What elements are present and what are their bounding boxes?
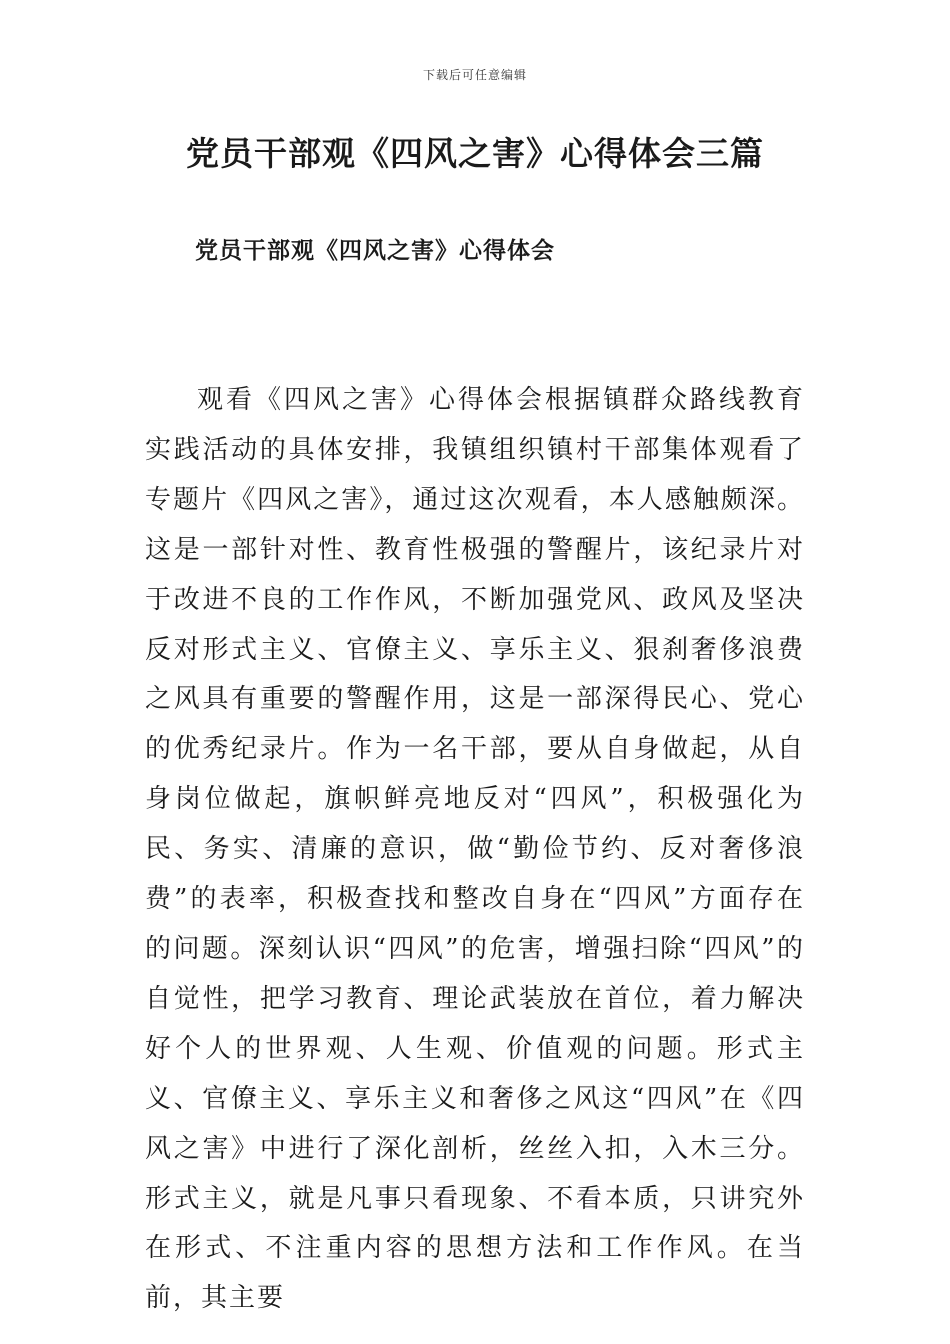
body-paragraph: 观看《四风之害》心得体会根据镇群众路线教育实践活动的具体安排，我镇组织镇村干部集体观看了专题片《四风之害》，通过这次观看，本人感触颇深。这是一部针对性、教育性极强的警醒片，该纪录片对于改进不良的工作作风，不断加强党风、政风及坚决反对形式主义、官僚主义、享乐主义、狠刹奢侈浪费之风具有重要的警醒作用，这是一部深得民心、党心的优秀纪录片。作为一名干部，要从自身做起，从自身岗位做起，旗帜鲜亮地反对“四风”，积极强化为民、务实、清廉的意识，做“勤俭节约、反对奢侈浪费”的表率，积极查找和整改自身在“四风”方面存在的问题。深刻认识“四风”的危害，增强扫除“四风”的自觉性，把学习教育、理论武装放在首位，着力解决好个人的世界观、人生观、价值观的问题。形式主义、官僚主义、享乐主义和奢侈之风这“四风”在《四风之害》中进行了深化剖析，丝丝入扣，入木三分。形式主义，就是凡事只看现象、不看本质，只讲究外在形式、不注重内容的思想方法和工作作风。在当前，其主要: [145, 385, 805, 1314]
header-note: 下载后可任意编辑: [422, 68, 527, 82]
document-title: 党员干部观《四风之害》心得体会三篇: [186, 134, 764, 173]
body-text: [145, 376, 805, 1324]
section-subtitle: 党员干部观《四风之害》心得体会: [195, 237, 555, 264]
